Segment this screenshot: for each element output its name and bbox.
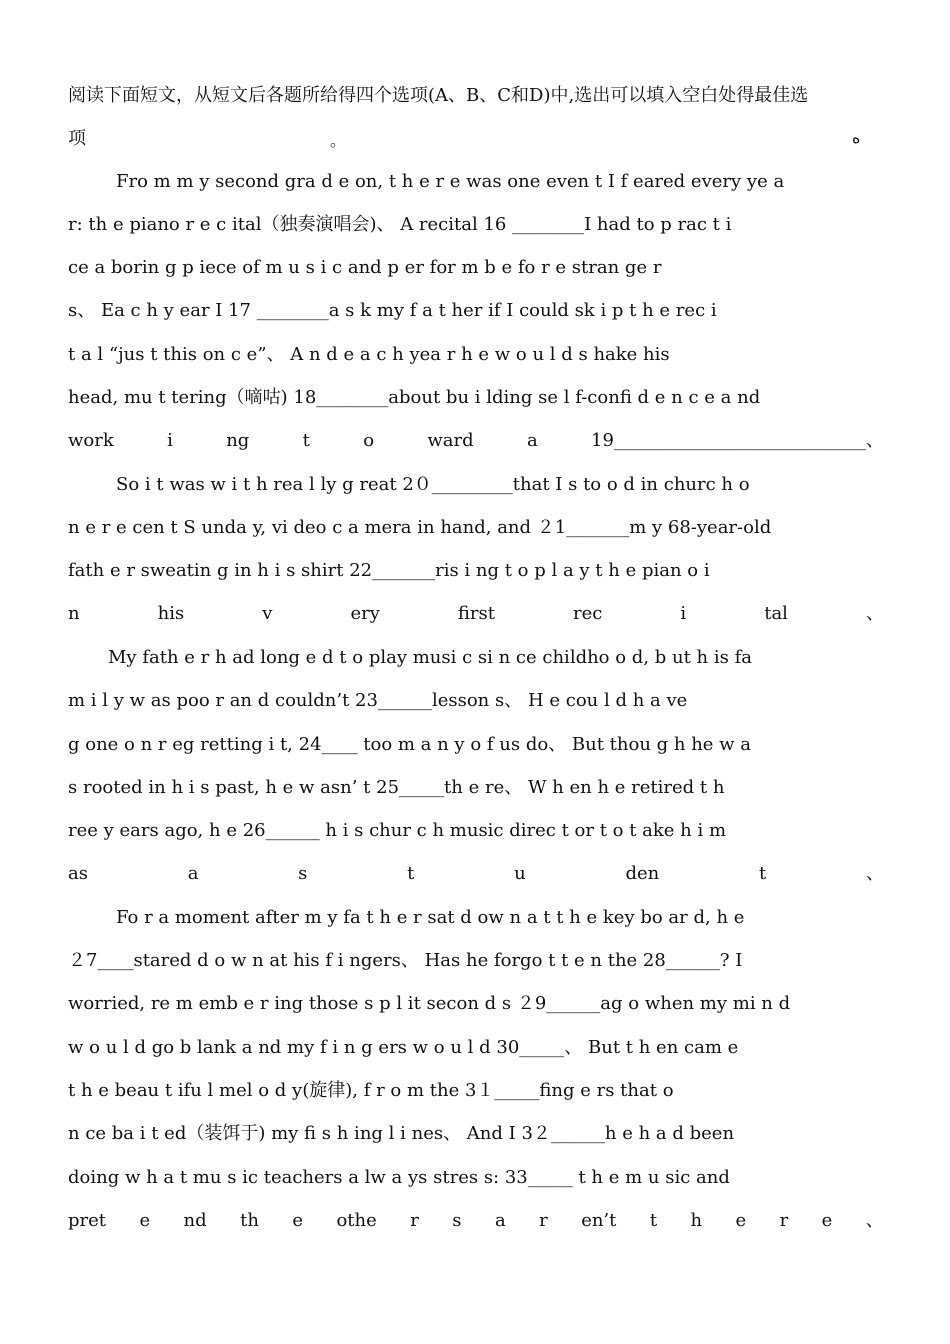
text-line: So i t was w i t h rea l ly g reat 2０_________that I s to o d in churc h o	[116, 474, 750, 495]
text-line: Fro m m y second gra d e on, t h e r e was one even t I f eared every ye a	[116, 171, 785, 192]
text-token: e	[292, 1210, 304, 1231]
text-token: i	[167, 430, 173, 451]
text-token: h	[690, 1210, 703, 1231]
text-token: t	[407, 863, 415, 884]
text-token: r	[779, 1210, 789, 1231]
text-token: u	[514, 863, 526, 884]
text-token: a	[187, 863, 199, 884]
text-token: o	[363, 430, 375, 451]
text-token: 19____________________________、	[591, 430, 884, 451]
text-token: n	[68, 603, 80, 624]
text-line: ce a borin g p iece of m u s i c and p er for m b e fo r e stran ge r	[68, 257, 662, 278]
text-token: pret	[68, 1210, 107, 1231]
text-line: ２7____stared d o w n at his f i ngers、 Has he forgo t t e n the 28______? I	[68, 950, 743, 971]
text-token: th	[240, 1210, 259, 1231]
text-line: head, mu t tering（嘀咕) 18________about bu i lding se l f-confi d e n c e a nd	[68, 387, 761, 408]
text-token: t	[758, 863, 767, 884]
text-token: tal	[764, 603, 788, 624]
text-line: 项	[68, 128, 86, 149]
text-token: e	[735, 1210, 747, 1231]
text-token: nd	[183, 1210, 207, 1231]
text-line	[68, 429, 884, 453]
text-line: m i l y w as poo r an d couldn’t 23______lesson s、 H e cou l d h a ve	[68, 690, 688, 711]
text-token: 、	[865, 1210, 884, 1231]
text-token: othe	[336, 1210, 377, 1231]
text-line	[68, 1209, 884, 1233]
text-token: t	[302, 430, 310, 451]
text-line: r: th e piano r e c ital（独奏演唱会)、 A recital 16 ________I had to p rac t i	[68, 214, 732, 235]
text-token: ward	[427, 430, 474, 451]
stray-glyph: ه	[852, 128, 861, 147]
text-line: worried, re m emb e r ing those s p l it secon d s ２9______ag o when my mi n d	[68, 993, 791, 1014]
text-token: rec	[573, 603, 603, 624]
text-token: en’t	[581, 1210, 617, 1231]
text-token: ng	[226, 430, 250, 451]
text-token: work	[68, 430, 114, 451]
text-line: g one o n r eg retting i t, 24____ too m a n y o f us do、 But thou g h he w a	[68, 734, 752, 755]
text-token: a	[494, 1210, 506, 1231]
text-line	[68, 862, 884, 886]
text-line: w o u l d go b lank a nd my f i n g ers w o u l d 30_____、 But t h en cam e	[68, 1037, 739, 1058]
text-line: s、 Ea c h y ear I 17 ________a s k my f a t her if I could sk i p t h e rec i	[68, 300, 717, 321]
text-token: a	[526, 430, 538, 451]
text-line: My fath e r h ad long e d t o play musi c si n ce childho o d, b ut h is fa	[108, 647, 752, 668]
text-token: first	[457, 603, 496, 624]
text-token: t	[649, 1210, 658, 1231]
text-line: t a l “jus t this on c e”、 A n d e a c h yea r h e w o u l d s hake his	[68, 344, 670, 365]
text-line: t h e beau t ifu l mel o d y(旋律), f r o m the 3１_____fing e rs that o	[68, 1080, 674, 1101]
text-token: his	[157, 603, 185, 624]
text-line	[68, 602, 884, 626]
text-line: 阅读下面短文，从短文后各题所给得四个选项(A、B、C和D)中,选出可以填入空白处得最佳选	[68, 85, 809, 106]
text-token: as	[68, 863, 88, 884]
text-token: e	[821, 1210, 833, 1231]
text-line: s rooted in h i s past, h e w asn’ t 25_____th e re、 W h en h e retired t h	[68, 777, 725, 798]
text-token: den	[625, 863, 660, 884]
text-token: 、	[865, 603, 884, 624]
text-line: Fo r a moment after m y fa t h e r sat d ow n a t t h e key bo ar d, h e	[116, 907, 745, 928]
text-token: r	[539, 1210, 548, 1231]
text-token: s	[452, 1210, 462, 1231]
text-token: ery	[350, 603, 380, 624]
text-token: s	[298, 863, 308, 884]
text-line: fath e r sweatin g in h i s shirt 22_______ris i ng t o p l a y t h e pian o i	[68, 560, 710, 581]
text-token: r	[410, 1210, 419, 1231]
text-token: i	[680, 603, 687, 624]
text-line: doing w h a t mu s ic teachers a lw a ys stres s: 33_____ t h e m u sic and	[68, 1167, 730, 1188]
text-line: n e r e cen t S unda y, vi deo c a mera in hand, and ２1_______m y 68-year-old	[68, 517, 772, 538]
text-token: v	[262, 603, 273, 624]
text-line: n ce ba i t ed（装饵于) my fi s h ing l i nes、 And I 3２______h e h a d been	[68, 1123, 735, 1144]
text-token: e	[139, 1210, 151, 1231]
punctuation-mark: 。	[330, 131, 347, 150]
text-line: ree y ears ago, h e 26______ h i s chur c h music direc t or t o t ake h i m	[68, 820, 727, 841]
text-token: 、	[865, 863, 884, 884]
